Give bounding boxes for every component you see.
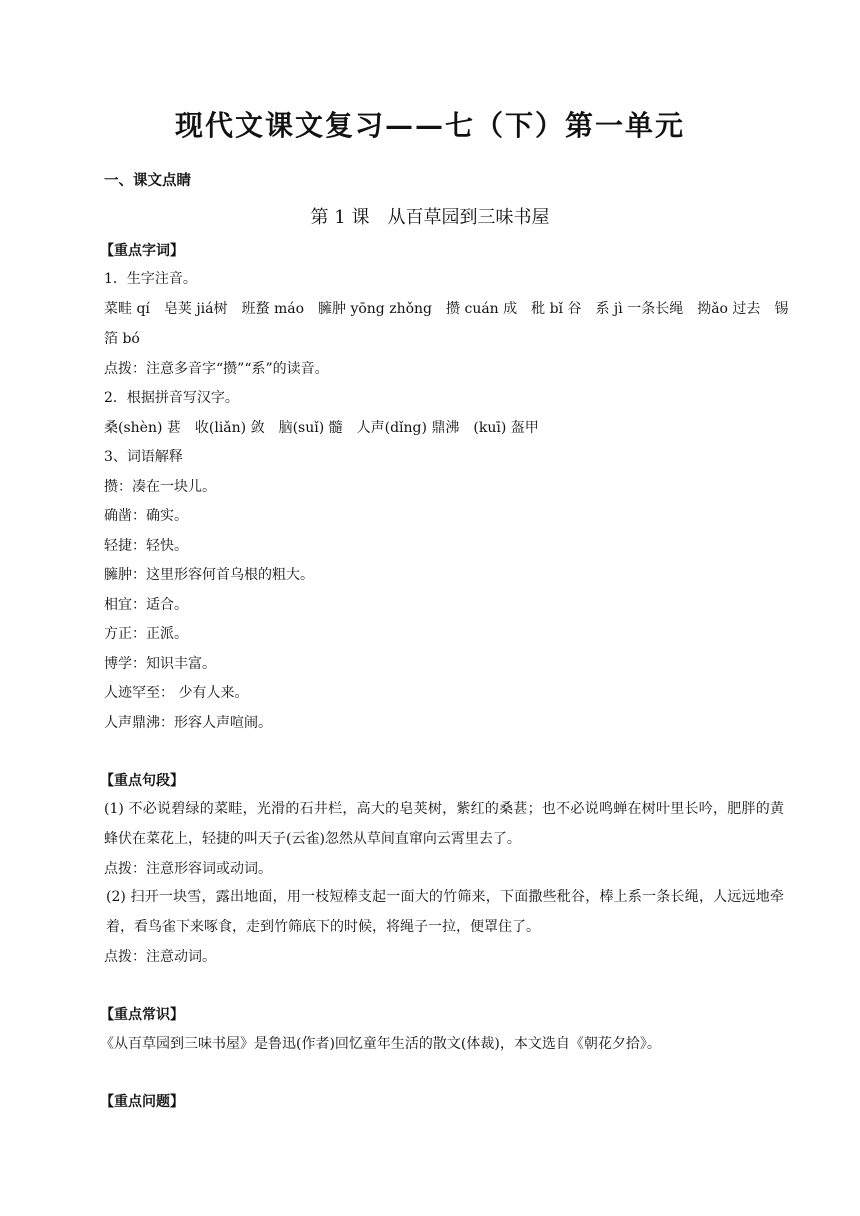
definition: 方正：正派。 bbox=[104, 626, 188, 642]
item-2: 2．根据拼音写汉字。 bbox=[104, 390, 239, 406]
page-title: 现代文课文复习——七（下）第一单元 bbox=[174, 109, 685, 142]
knowledge-text: 《从百草园到三味书屋》是鲁迅(作者)回忆童年生活的散文(体裁)，本文选自《朝花夕拾》。 bbox=[100, 1036, 661, 1052]
item-1: 1．生字注音。 bbox=[104, 271, 197, 287]
definition: 博学：知识丰富。 bbox=[104, 656, 216, 672]
lesson-title: 第 1 课 从百草园到三味书屋 bbox=[310, 207, 550, 228]
pinyin-line-1: 菜畦 qí 皂荚 jiá树 班蝥 máo 臃肿 yōng zhǒng 攒 cuán 成 秕 bǐ 谷 系 jì 一条长绳 拗ǎo 过去 锡 bbox=[104, 301, 789, 317]
sentence-1: (1) 不必说碧绿的菜畦，光滑的石井栏，高大的皂荚树，紫红的桑葚；也不必说鸣蝉在树叶里长吟，肥胖的黄蜂伏在菜花上，轻捷的叫天子(云雀)忽然从草间直窜向云霄里去了。 bbox=[104, 801, 784, 847]
tip-2: 点拨：注意形容词或动词。 bbox=[104, 861, 272, 877]
heading-key-words: 【重点字词】 bbox=[100, 243, 184, 259]
definition: 人迹罕至： 少有人来。 bbox=[104, 685, 249, 701]
item-3: 3、词语解释 bbox=[104, 449, 183, 465]
definition: 攒：凑在一块儿。 bbox=[104, 479, 216, 495]
definition: 轻捷：轻快。 bbox=[104, 538, 188, 554]
heading-key-sentences: 【重点句段】 bbox=[100, 773, 184, 789]
definition: 臃肿：这里形容何首乌根的粗大。 bbox=[104, 567, 314, 583]
definition: 人声鼎沸：形容人声喧闹。 bbox=[104, 715, 272, 731]
hanzi-line: 桑(shèn) 葚 收(liǎn) 敛 脑(suǐ) 髓 人声(dǐng) 鼎沸 (kuī) 盔甲 bbox=[104, 420, 539, 436]
tip-1: 点拨：注意多音字“攒”“系”的读音。 bbox=[104, 361, 329, 377]
tip-3: 点拨：注意动词。 bbox=[104, 949, 216, 965]
section-heading: 一、课文点睛 bbox=[104, 173, 191, 189]
heading-key-questions: 【重点问题】 bbox=[100, 1094, 184, 1110]
definition: 确凿：确实。 bbox=[104, 508, 188, 524]
sentence-2: (2) 扫开一块雪，露出地面，用一枝短棒支起一面大的竹筛来，下面撒些秕谷，棒上系一条长绳，人远远地牵着，看鸟雀下来啄食，走到竹筛底下的时候，将绳子一拉，便罩住了。 bbox=[106, 889, 784, 935]
definition: 相宜：适合。 bbox=[104, 597, 188, 613]
heading-key-knowledge: 【重点常识】 bbox=[100, 1007, 184, 1023]
pinyin-line-2: 箔 bó bbox=[104, 331, 140, 347]
